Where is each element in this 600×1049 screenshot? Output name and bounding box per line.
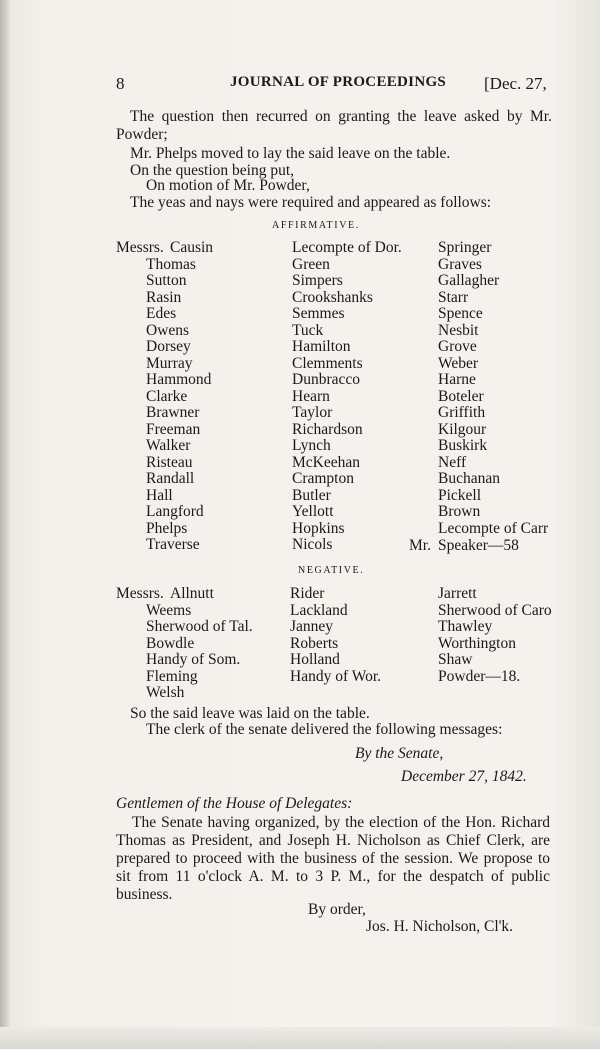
member-name: Roberts bbox=[290, 634, 339, 652]
member-name: Hearn bbox=[292, 387, 330, 405]
member-name: Rasin bbox=[146, 288, 182, 306]
member-name: Neff bbox=[438, 453, 467, 471]
member-name: Fleming bbox=[146, 667, 198, 685]
page-bottom-edge bbox=[0, 1027, 600, 1049]
negative-heading: NEGATIVE. bbox=[298, 565, 365, 576]
member-name: Powder—18. bbox=[438, 667, 521, 685]
member-name: Brown bbox=[438, 503, 481, 520]
affirmative-messrs-label: Messrs. bbox=[116, 239, 164, 256]
member-name: Handy of Wor. bbox=[290, 667, 382, 685]
member-name: Hamilton bbox=[292, 338, 351, 355]
member-name: Bowdle bbox=[146, 634, 195, 652]
affirmative-column-1 bbox=[116, 240, 213, 554]
member-name: Gallagher bbox=[438, 272, 500, 289]
member-name: Lecompte of Carr bbox=[438, 519, 549, 537]
member-name: Lackland bbox=[290, 601, 348, 619]
member-name: Walker bbox=[146, 437, 191, 454]
affirmative-column-3 bbox=[438, 240, 548, 537]
member-name: Jarrett bbox=[438, 585, 477, 602]
member-name: Spence bbox=[438, 305, 483, 322]
negative-column-3 bbox=[438, 586, 552, 685]
member-name: Lynch bbox=[292, 437, 331, 454]
member-name: Tuck bbox=[292, 321, 324, 339]
running-title: JOURNAL OF PROCEEDINGS bbox=[230, 74, 447, 90]
member-name: Brawner bbox=[146, 404, 200, 421]
member-name: Phelps bbox=[146, 519, 188, 537]
affirmative-last-name: Speaker—58 bbox=[438, 537, 519, 554]
message-from: By the Senate, bbox=[355, 745, 444, 762]
member-name: Buskirk bbox=[438, 437, 488, 454]
member-name: Yellott bbox=[292, 503, 334, 520]
member-name: Weber bbox=[438, 354, 479, 372]
member-name: Dorsey bbox=[146, 338, 191, 355]
member-name: Owens bbox=[146, 321, 190, 339]
member-name: Edes bbox=[146, 305, 177, 322]
member-name: Butler bbox=[292, 486, 331, 504]
affirmative-heading: AFFIRMATIVE. bbox=[272, 220, 360, 231]
member-name: Clarke bbox=[146, 387, 188, 405]
member-name: Allnutt bbox=[170, 585, 214, 602]
member-name: Welsh bbox=[146, 684, 185, 701]
member-name: Risteau bbox=[146, 453, 193, 471]
member-name: Hopkins bbox=[292, 519, 345, 537]
intro-line-1: The question then recurred on granting the leave asked by Mr. Powder; bbox=[116, 108, 552, 143]
member-name: Weems bbox=[146, 601, 192, 619]
member-name: Traverse bbox=[146, 536, 200, 553]
intro-line-2: Mr. Phelps moved to lay the said leave on the table. bbox=[130, 145, 451, 162]
affirmative-last-prefix: Mr. bbox=[409, 537, 431, 554]
member-name: Holland bbox=[290, 651, 340, 668]
member-name: Grove bbox=[438, 338, 477, 355]
member-name: Green bbox=[292, 255, 330, 273]
member-name: Rider bbox=[290, 585, 325, 602]
page-left-edge bbox=[0, 0, 10, 1049]
member-name: Worthington bbox=[438, 634, 516, 652]
intro-line-4: On motion of Mr. Powder, bbox=[146, 177, 310, 194]
member-name: Boteler bbox=[438, 387, 484, 405]
member-name: Graves bbox=[438, 255, 482, 273]
member-name: Sherwood of Caro bbox=[438, 601, 552, 619]
member-name: Semmes bbox=[292, 305, 345, 322]
member-name: Thomas bbox=[146, 255, 196, 273]
member-name: Nicols bbox=[292, 536, 333, 553]
member-name: Nesbit bbox=[438, 321, 479, 339]
member-name: Kilgour bbox=[438, 420, 487, 438]
member-name: Crampton bbox=[292, 470, 354, 487]
member-name: Sutton bbox=[146, 272, 187, 289]
page-number: 8 bbox=[116, 74, 125, 93]
member-name: Harne bbox=[438, 371, 476, 388]
member-name: Lecompte of Dor. bbox=[292, 239, 402, 256]
affirmative-column-2 bbox=[292, 240, 402, 554]
member-name: Simpers bbox=[292, 272, 343, 289]
message-closing: By order, bbox=[308, 901, 366, 918]
member-name: Thawley bbox=[438, 618, 493, 635]
member-name: Crookshanks bbox=[292, 288, 373, 306]
member-name: Buchanan bbox=[438, 470, 500, 487]
negative-column-1 bbox=[116, 586, 253, 702]
member-name: Murray bbox=[146, 354, 193, 372]
message-date: December 27, 1842. bbox=[401, 768, 527, 785]
member-name: Griffith bbox=[438, 404, 486, 421]
message-signature: Jos. H. Nicholson, Cl'k. bbox=[366, 918, 514, 935]
after-line-2: The clerk of the senate delivered the following messages: bbox=[146, 721, 503, 738]
member-name: Taylor bbox=[292, 404, 333, 421]
after-line-1: So the said leave was laid on the table. bbox=[130, 705, 370, 722]
intro-line-3: On the question being put, bbox=[130, 162, 295, 179]
member-name: McKeehan bbox=[292, 453, 360, 471]
member-name: Janney bbox=[290, 618, 334, 635]
member-name: Hall bbox=[146, 486, 173, 504]
member-name: Richardson bbox=[292, 420, 363, 438]
member-name: Starr bbox=[438, 288, 469, 306]
member-name: Shaw bbox=[438, 651, 473, 668]
running-date: [Dec. 27, bbox=[484, 74, 547, 93]
message-salutation: Gentlemen of the House of Delegates: bbox=[116, 795, 353, 812]
member-name: Hammond bbox=[146, 371, 212, 388]
intro-line-5: The yeas and nays were required and appeared as follows: bbox=[130, 194, 492, 211]
member-name: Freeman bbox=[146, 420, 201, 438]
member-name: Sherwood of Tal. bbox=[146, 618, 253, 635]
message-body: The Senate having organized, by the election of the Hon. Richard Thomas as President, and Joseph H. Nicholson as Chief Clerk, are prepared to proceed with the business of the session. We propose to sit from 11 o'clock A. M. to 3 P. M., for the despatch of public business. bbox=[116, 814, 550, 903]
member-name: Langford bbox=[146, 503, 204, 520]
member-name: Springer bbox=[438, 239, 492, 256]
member-name: Clemments bbox=[292, 354, 363, 372]
negative-column-2 bbox=[290, 586, 381, 685]
member-name: Randall bbox=[146, 470, 195, 487]
member-name: Dunbracco bbox=[292, 371, 360, 388]
member-name: Pickell bbox=[438, 486, 482, 504]
member-name: Handy of Som. bbox=[146, 651, 241, 668]
member-name: Causin bbox=[170, 239, 214, 256]
negative-messrs-label: Messrs. bbox=[116, 585, 164, 602]
